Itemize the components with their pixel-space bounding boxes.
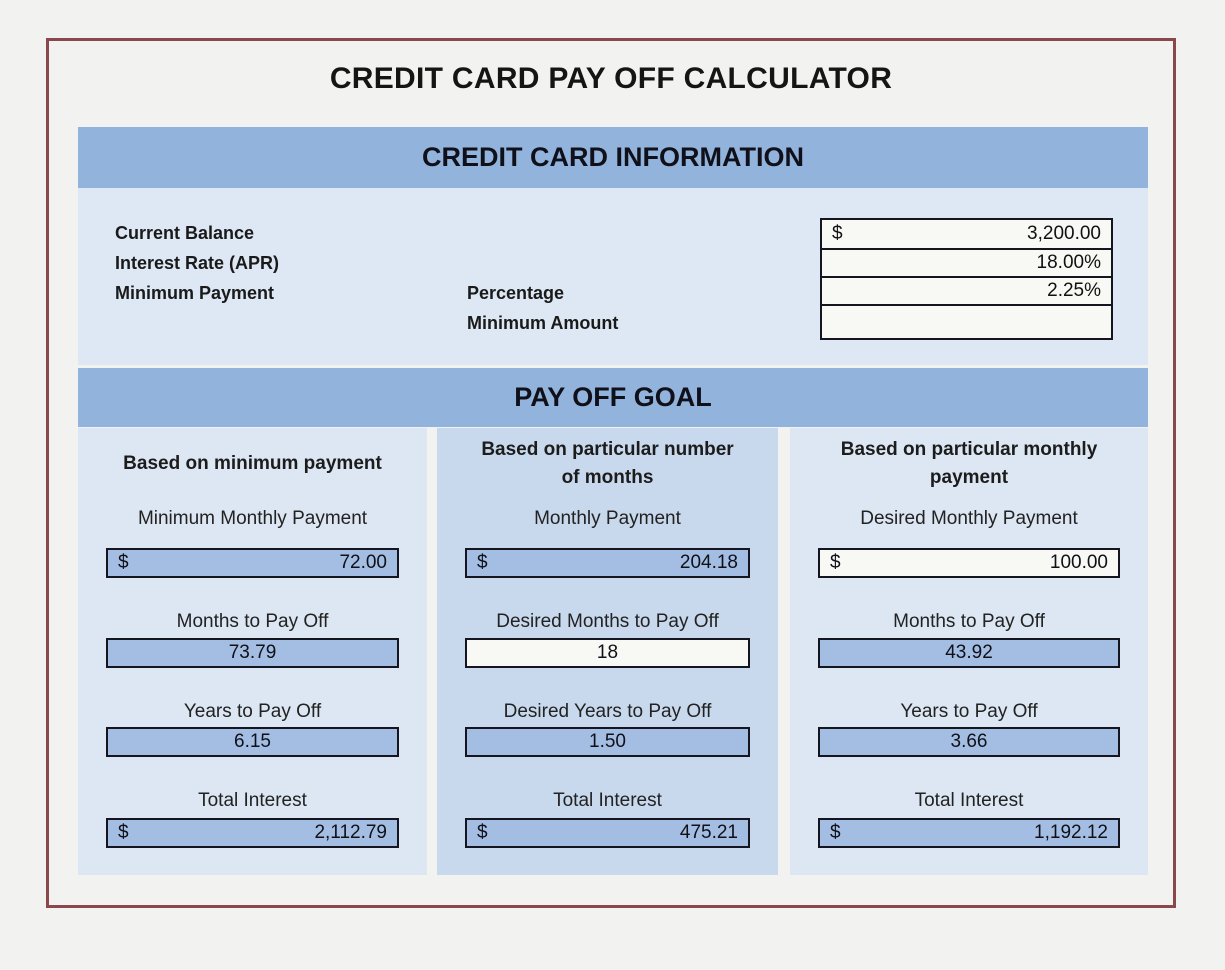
minimum-payment-percentage-input[interactable]: [822, 276, 1111, 304]
credit-card-information-section: [78, 188, 1148, 365]
current-balance-input[interactable]: [822, 220, 1111, 248]
monthly-payment-cell: [465, 548, 750, 578]
desired-months-to-pay-off-label: Desired Months to Pay Off: [496, 611, 719, 632]
pay-off-goal-header: [78, 368, 1148, 427]
months-to-pay-off-label: Months to Pay Off: [176, 611, 329, 632]
currency-symbol: $: [477, 552, 488, 573]
total-interest-cell: [465, 818, 750, 848]
currency-symbol: $: [477, 822, 488, 843]
cell-value: 1.50: [589, 731, 626, 752]
minimum-payment-label: Minimum Payment: [115, 283, 275, 303]
column-header: Based on minimum payment: [123, 453, 382, 475]
interest-rate-label: Interest Rate (APR): [115, 253, 280, 273]
total-interest-label: Total Interest: [198, 790, 307, 811]
cell-value: 3.66: [950, 731, 988, 752]
desired-months-to-pay-off-input[interactable]: [465, 638, 750, 668]
payoff-column-minimum-payment: [78, 428, 427, 875]
total-interest-label: Total Interest: [553, 790, 662, 811]
minimum-amount-input[interactable]: [822, 304, 1111, 332]
desired-years-to-pay-off-label: Desired Years to Pay Off: [503, 701, 712, 722]
currency-symbol: $: [832, 223, 843, 244]
cell-value: 475.21: [679, 822, 738, 843]
percentage-label: Percentage: [467, 283, 565, 303]
cell-value: 204.18: [679, 552, 738, 573]
interest-rate-input[interactable]: [822, 248, 1111, 276]
column-header: Based on particular number of months: [481, 439, 734, 488]
currency-symbol: $: [118, 822, 129, 843]
monthly-payment-label: Monthly Payment: [534, 508, 681, 529]
desired-monthly-payment-input[interactable]: [818, 548, 1120, 578]
years-to-pay-off-label: Years to Pay Off: [183, 701, 322, 722]
percentage-value: 2.25%: [1047, 280, 1101, 301]
payoff-column-number-of-months: [437, 428, 778, 875]
cell-value: 43.92: [945, 642, 993, 663]
info-input-group: [820, 218, 1113, 340]
currency-symbol: $: [830, 822, 841, 843]
months-to-pay-off-cell: [818, 638, 1120, 668]
minimum-monthly-payment-label: Minimum Monthly Payment: [137, 508, 368, 529]
currency-symbol: $: [830, 552, 841, 573]
page-title: CREDIT CARD PAY OFF CALCULATOR: [329, 62, 893, 95]
interest-rate-value: 18.00%: [1036, 252, 1101, 273]
desired-years-to-pay-off-cell: [465, 727, 750, 757]
cell-value: 73.79: [228, 642, 277, 663]
cell-value: 2,112.79: [314, 822, 387, 843]
current-balance-label: Current Balance: [115, 223, 255, 243]
total-interest-label: Total Interest: [914, 790, 1024, 811]
cell-value: 1,192.12: [1034, 822, 1108, 843]
section-header-label: CREDIT CARD INFORMATION: [422, 142, 804, 172]
currency-symbol: $: [118, 552, 129, 573]
cell-value: 100.00: [1049, 552, 1108, 573]
years-to-pay-off-cell: [106, 727, 399, 757]
cell-value: 72.00: [339, 552, 387, 573]
desired-monthly-payment-label: Desired Monthly Payment: [860, 508, 1078, 529]
payoff-column-monthly-payment: [790, 428, 1148, 875]
column-header: Based on particular monthly payment: [840, 439, 1098, 488]
years-to-pay-off-cell: [818, 727, 1120, 757]
total-interest-cell: [818, 818, 1120, 848]
cell-value: 18: [596, 642, 619, 663]
months-to-pay-off-label: Months to Pay Off: [893, 611, 1045, 632]
total-interest-cell: [106, 818, 399, 848]
minimum-monthly-payment-cell: [106, 548, 399, 578]
months-to-pay-off-cell: [106, 638, 399, 668]
cell-value: 6.15: [234, 731, 271, 752]
current-balance-value: 3,200.00: [1027, 223, 1101, 244]
minimum-amount-label: Minimum Amount: [467, 313, 619, 333]
credit-card-information-header: [78, 127, 1148, 188]
section-header-label: PAY OFF GOAL: [514, 382, 712, 412]
years-to-pay-off-label: Years to Pay Off: [900, 701, 1038, 722]
